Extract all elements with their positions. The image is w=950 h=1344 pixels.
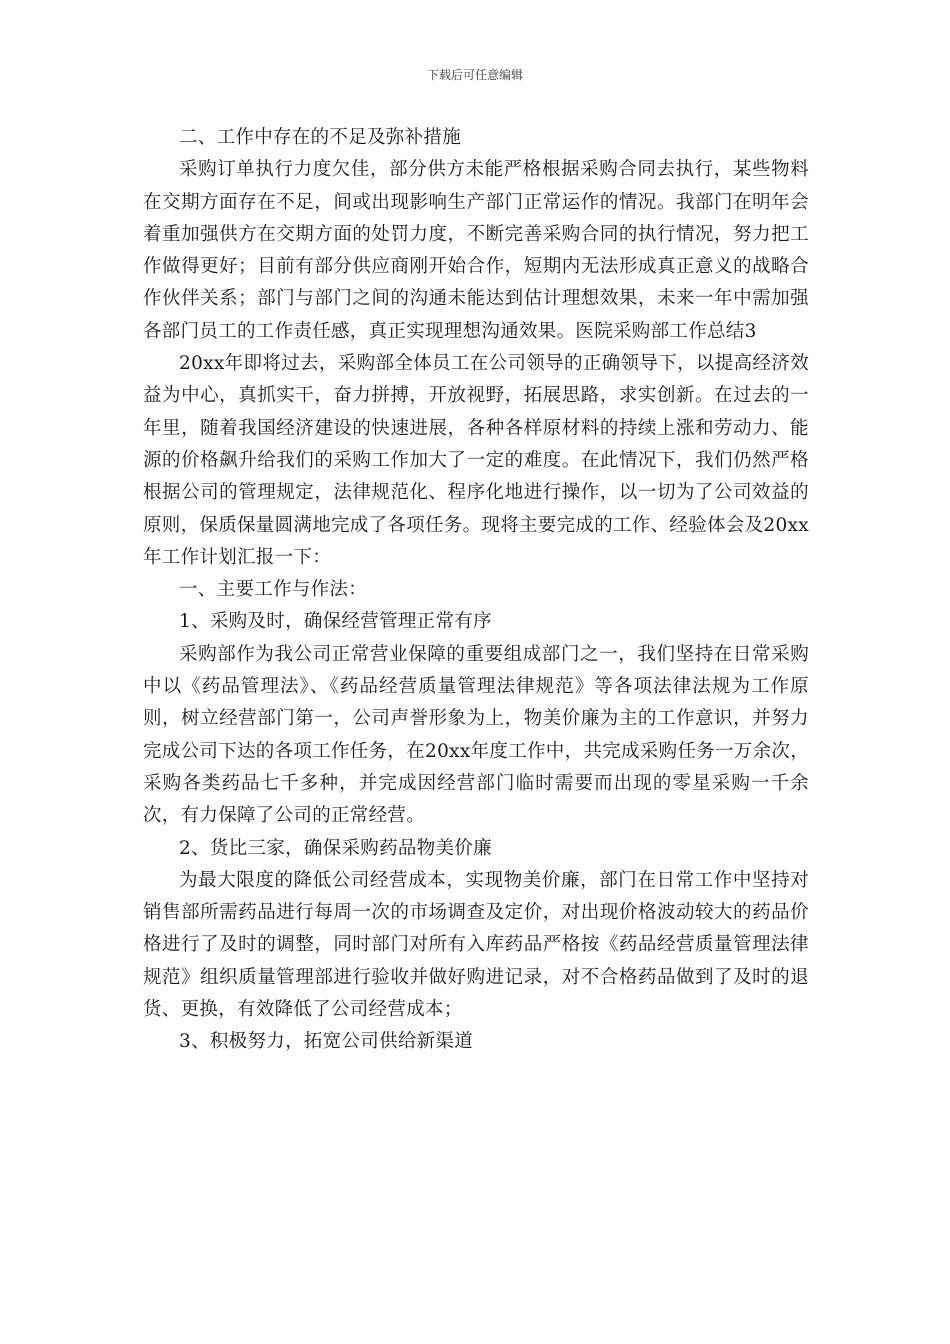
- document-body: [143, 122, 809, 1059]
- subheading-new-channels: 3、积极努力，拓宽公司供给新渠道: [179, 1031, 474, 1053]
- paragraph-cost-reduction: 为最大限度的降低公司经营成本，实现物美价廉，部门在日常工作中坚持对销售部所需药品进行每周一次的市场调查及定价，对出现价格波动较大的药品价格进行了及时的调整，同时部门对所有入库药品严格按《药品经营质量管理法律规范》组织质量管理部进行验收并做好购进记录，对不合格药品做到了及时的退货、更换，有效降低了公司经营成本；: [143, 869, 809, 1021]
- page-header-note: 下载后可任意编辑: [426, 68, 523, 82]
- subheading-timely-purchase: 1、采购及时，确保经营管理正常有序: [179, 611, 492, 633]
- section-heading-shortcomings: 二、工作中存在的不足及弥补措施: [179, 127, 462, 148]
- subheading-compare-suppliers: 2、货比三家，确保采购药品物美价廉: [179, 837, 492, 859]
- section-heading-main-work: 一、主要工作与作法：: [179, 579, 368, 601]
- paragraph-purchasing-department: 采购部作为我公司正常营业保障的重要组成部门之一，我们坚持在日常采购中以《药品管理法》、《药品经营质量管理法律规范》等各项法律法规为工作原则，树立经营部门第一，公司声誉形象为上，物美价廉为主的工作意识，并努力完成公司下达的各项工作任务，在20xx年度工作中，共完成采购任务一万余次，采购各类药品七千多种，并完成因经营部门临时需要而出现的零星采购一千余次，有力保障了公司的正常经营。: [143, 643, 810, 827]
- paragraph-year-summary: 20xx年即将过去，采购部全体员工在公司领导的正确领导下，以提高经济效益为中心，真抓实干，奋力拼搏，开放视野，拓展思路，求实创新。在过去的一年里，随着我国经济建设的快速进展，各种各样原材料的持续上涨和劳动力、能源的价格飙升给我们的采购工作加大了一定的难度。在此情况下，我们仍然严格根据公司的管理规定，法律规范化、程序化地进行操作，以一切为了公司效益的原则，保质保量圆满地完成了各项任务。现将主要完成的工作、经验体会及20xx年工作计划汇报一下：: [143, 353, 810, 568]
- paragraph-order-execution: 采购订单执行力度欠佳，部分供方未能严格根据采购合同去执行，某些物料在交期方面存在不足，间或出现影响生产部门正常运作的情况。我部门在明年会着重加强供方在交期方面的处罚力度，不断完善采购合同的执行情况，努力把工作做得更好；目前有部分供应商刚开始合作，短期内无法形成真正意义的战略合作伙伴关系；部门与部门之间的沟通未能达到估计理想效果，未来一年中需加强各部门员工的工作责任感，真正实现理想沟通效果。医院采购部工作总结3: [143, 159, 809, 342]
